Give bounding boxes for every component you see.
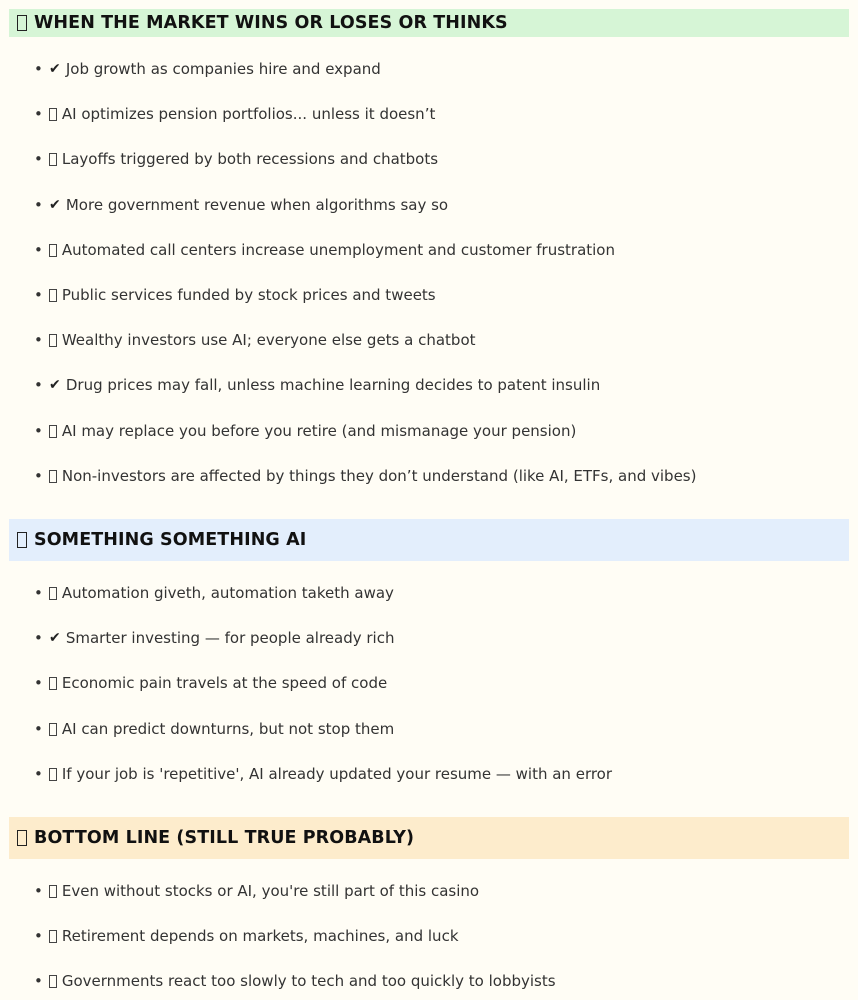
generic-emoji-icon — [17, 532, 27, 548]
generic-emoji-icon — [49, 930, 57, 943]
list-item-text: If your job is 'repetitive', AI already updated your resume — with an error — [61, 764, 613, 783]
list-item-text: Smarter investing — for people already rich — [65, 629, 395, 648]
list-item-text: Drug prices may fall, unless machine learning decides to patent insulin — [65, 376, 601, 395]
list-item — [34, 719, 394, 739]
generic-emoji-icon — [49, 425, 57, 438]
bullet-icon: • — [34, 286, 43, 304]
bullet-icon: • — [34, 150, 43, 169]
generic-emoji-icon — [49, 677, 57, 690]
bullet-icon: • — [34, 376, 43, 395]
list-item — [34, 240, 615, 260]
list-item — [34, 104, 435, 124]
bullet-icon: • — [34, 719, 43, 738]
list-item — [34, 149, 438, 169]
list-item — [34, 375, 600, 395]
generic-emoji-icon — [49, 975, 57, 988]
bullet-icon: • — [34, 421, 43, 440]
generic-emoji-icon — [49, 768, 57, 781]
list-item — [34, 285, 436, 305]
list-item-text: Job growth as companies hire and expand — [65, 60, 381, 78]
section-title: BOTTOM LINE (STILL TRUE PROBABLY) — [34, 828, 415, 848]
list-item-text: AI may replace you before you retire (and mismanage your pension) — [61, 421, 577, 440]
bullet-icon: • — [34, 629, 43, 648]
checkmark-icon: ✔ — [48, 196, 61, 213]
section-header — [9, 519, 849, 561]
generic-emoji-icon — [49, 587, 57, 600]
bullet-icon: • — [34, 466, 43, 485]
bullet-icon: • — [34, 584, 43, 602]
list-item-text: More government revenue when algorithms say so — [65, 195, 449, 214]
list-item — [34, 583, 394, 603]
list-item-text: Automation giveth, automation taketh away — [61, 584, 394, 602]
bullet-icon: • — [34, 972, 43, 991]
section-title: WHEN THE MARKET WINS OR LOSES OR THINKS — [34, 13, 508, 33]
checkmark-icon: ✔ — [48, 630, 61, 647]
list-item-text: Layoffs triggered by both recessions and chatbots — [61, 150, 439, 169]
section-header — [9, 9, 849, 37]
bullet-icon: • — [34, 105, 43, 124]
bullet-icon: • — [34, 240, 43, 259]
generic-emoji-icon — [49, 289, 57, 302]
list-item — [34, 628, 394, 648]
list-item — [34, 673, 387, 693]
list-item-text: Governments react too slowly to tech and too quickly to lobbyists — [61, 972, 556, 991]
list-item — [34, 971, 556, 991]
bullet-icon: • — [34, 674, 43, 693]
list-item-text: Even without stocks or AI, you're still part of this casino — [61, 882, 480, 900]
bullet-icon: • — [34, 764, 43, 783]
list-item — [34, 764, 612, 784]
bullet-icon: • — [34, 195, 43, 214]
list-item — [34, 59, 381, 79]
bullet-icon: • — [34, 60, 43, 78]
list-item-text: Public services funded by stock prices and tweets — [61, 286, 436, 304]
list-item — [34, 926, 459, 946]
list-item-text: AI optimizes pension portfolios... unless it doesn’t — [61, 105, 436, 124]
list-item — [34, 466, 696, 486]
generic-emoji-icon — [49, 153, 57, 166]
list-item-text: AI can predict downturns, but not stop them — [61, 719, 395, 738]
list-item-text: Automated call centers increase unemployment and customer frustration — [61, 240, 615, 259]
list-item-text: Non-investors are affected by things they don’t understand (like AI, ETFs, and vibes) — [61, 466, 697, 485]
generic-emoji-icon — [49, 723, 57, 736]
list-item — [34, 881, 479, 901]
generic-emoji-icon — [49, 108, 57, 121]
generic-emoji-icon — [17, 830, 27, 846]
list-item — [34, 421, 576, 441]
generic-emoji-icon — [49, 470, 57, 483]
generic-emoji-icon — [49, 885, 57, 898]
section-title: SOMETHING SOMETHING AI — [34, 530, 307, 550]
generic-emoji-icon — [49, 334, 57, 347]
bullet-icon: • — [34, 882, 43, 900]
bullet-icon: • — [34, 927, 43, 946]
checkmark-icon: ✔ — [48, 377, 61, 394]
section-header — [9, 817, 849, 859]
list-item-text: Wealthy investors use AI; everyone else gets a chatbot — [61, 331, 476, 350]
generic-emoji-icon — [49, 244, 57, 257]
list-item-text: Economic pain travels at the speed of code — [61, 674, 388, 693]
list-item — [34, 330, 476, 350]
list-item-text: Retirement depends on markets, machines, and luck — [61, 927, 459, 946]
bullet-icon: • — [34, 331, 43, 350]
checkmark-icon: ✔ — [48, 61, 61, 77]
generic-emoji-icon — [17, 15, 27, 31]
list-item — [34, 195, 448, 215]
